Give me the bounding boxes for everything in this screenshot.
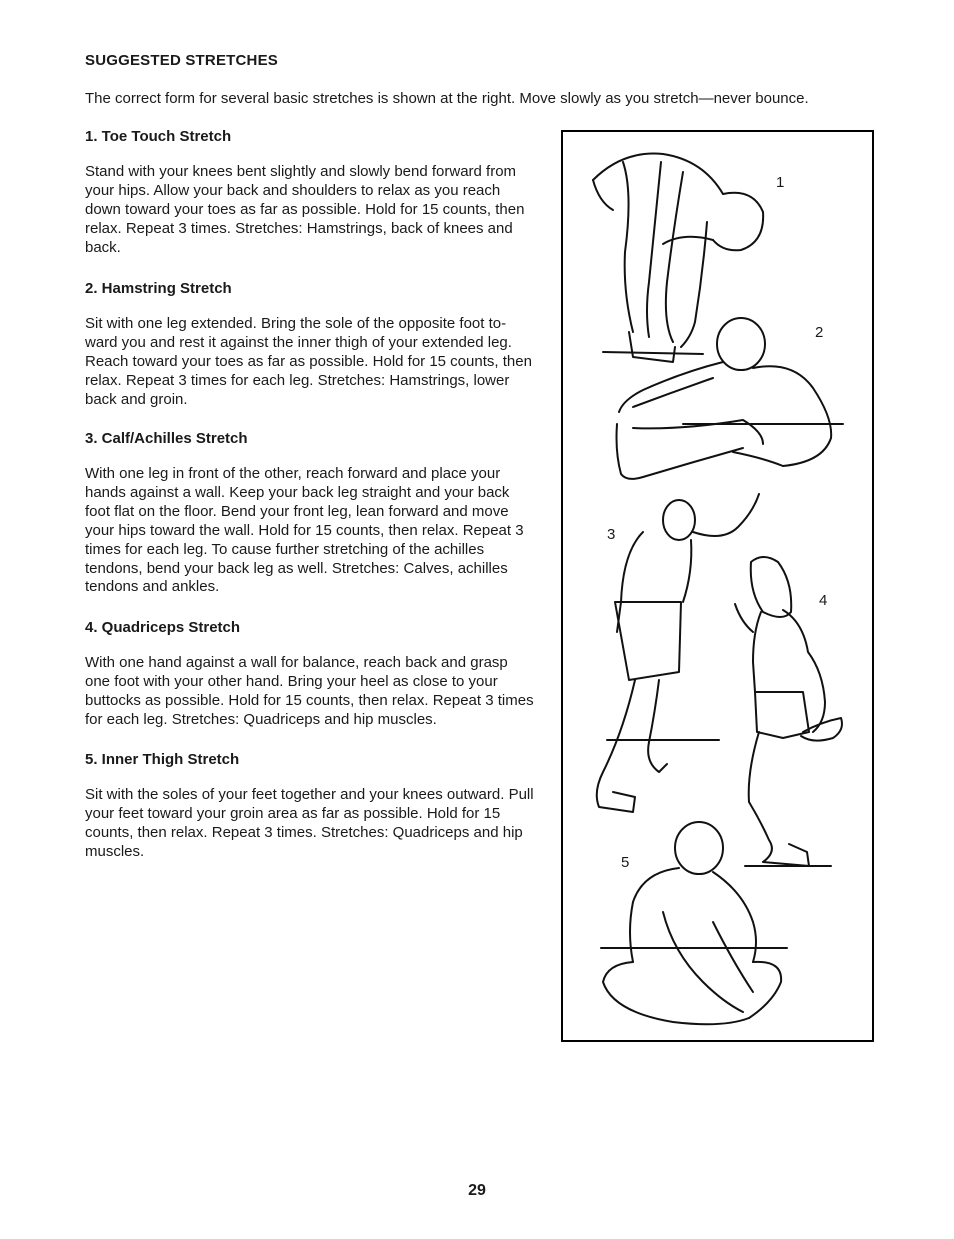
figure-label-4: 4 bbox=[819, 592, 828, 609]
figure-label-5: 5 bbox=[621, 854, 630, 871]
stretch-title: 2. Hamstring Stretch bbox=[85, 280, 232, 297]
toe-touch-figure bbox=[593, 154, 763, 362]
calf-achilles-stretch-figure bbox=[597, 494, 759, 812]
figure-label-1: 1 bbox=[776, 174, 785, 191]
stretch-description: With one hand against a wall for balance, reach back and grasp one foot with your other hand. Bring your heel as close to your buttocks as possible. Hold for 15 counts, then relax. Repeat 3 times for each leg. Stretches: Quadriceps and hip muscles. bbox=[85, 654, 534, 728]
stretch-section-inner-thigh bbox=[85, 751, 535, 862]
stretch-description: Sit with the soles of your feet together and your knees outward. Pull your feet toward your groin area as far as possible. Hold for 15 counts, then relax. Repeat 3 times. Stretches: Quadriceps and hip muscles. bbox=[85, 786, 534, 860]
stretch-title: 4. Quadriceps Stretch bbox=[85, 619, 241, 636]
figure-label-3: 3 bbox=[607, 526, 616, 543]
stretch-section-calf-achilles bbox=[85, 430, 535, 597]
stretch-title: 3. Calf/Achilles Stretch bbox=[85, 430, 248, 447]
stretch-title: 5. Inner Thigh Stretch bbox=[85, 751, 240, 768]
intro-text: The correct form for several basic stretches is shown at the right. Move slowly as you stretch—never bounce. bbox=[85, 90, 809, 107]
stretch-section-hamstring bbox=[85, 280, 535, 410]
stretch-section-toe-touch bbox=[85, 128, 535, 258]
stretch-section-quadriceps bbox=[85, 619, 535, 730]
hamstring-stretch-figure bbox=[617, 318, 844, 479]
inner-thigh-stretch-figure bbox=[601, 822, 787, 1024]
stretch-description: With one leg in front of the other, reach forward and place your hands against a wall. Keep your back leg straight and your back foot flat on the floor. Bend your front leg, lean forward and move your hips toward the wall. Hold for 15 counts, then relax. Repeat 3 times for each leg. To cause further stretching of the achilles tendons, bend your back leg as well. Stretches: Calves, achilles tendons and ankles. bbox=[85, 465, 524, 596]
figure-label-2: 2 bbox=[815, 324, 824, 341]
stretch-title: 1. Toe Touch Stretch bbox=[85, 128, 232, 145]
stretch-description: Sit with one leg extended. Bring the sole of the opposite foot to-ward you and rest it against the inner thigh of your extended leg. Reach toward your toes as far as possible. Hold for 15 counts, then relax. Repeat 3 times for each leg. Stretches: Hamstrings, lower back and groin. bbox=[85, 315, 532, 408]
stretch-illustrations-panel bbox=[561, 130, 874, 1042]
page-heading: SUGGESTED STRETCHES bbox=[85, 52, 278, 69]
page-number: 29 bbox=[468, 1182, 486, 1199]
stretch-description: Stand with your knees bent slightly and slowly bend forward from your hips. Allow your back and shoulders to relax as you reach down toward your toes as far as possible. Hold for 15 counts, then relax. Repeat 3 times. Stretches: Hamstrings, back of knees and back. bbox=[85, 163, 525, 256]
